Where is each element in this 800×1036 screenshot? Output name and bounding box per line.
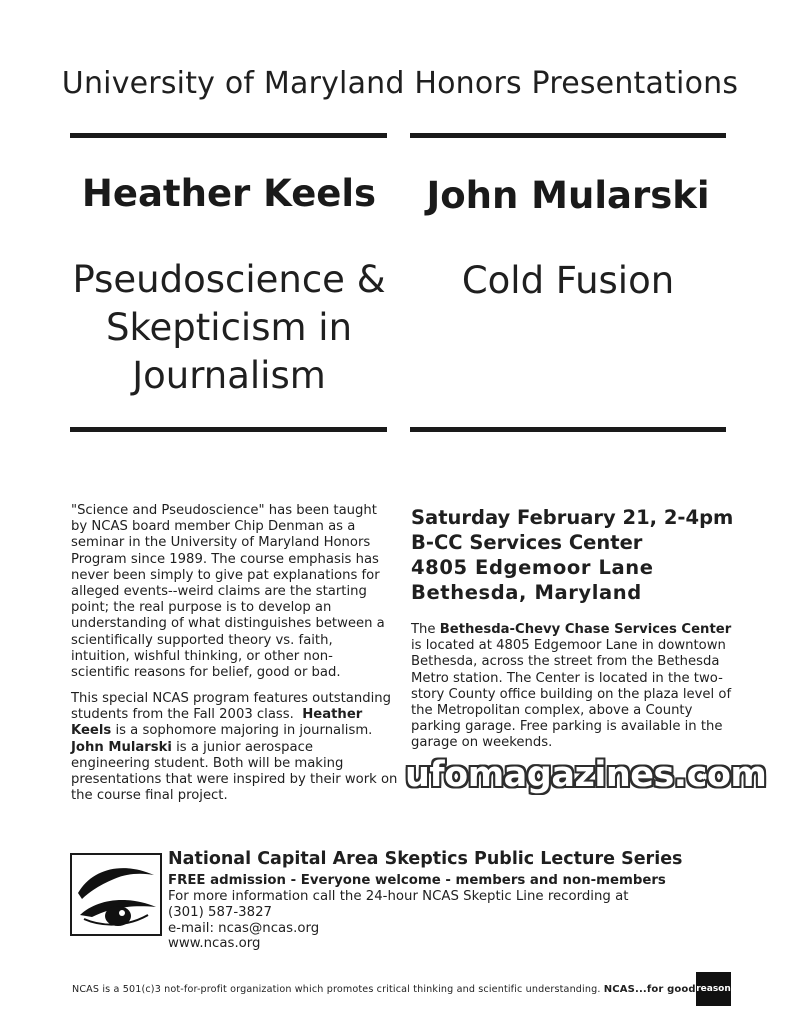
program-description bbox=[71, 691, 401, 804]
left-topic-line: Journalism bbox=[132, 354, 326, 397]
left-speaker-name: Heather Keels bbox=[81, 172, 377, 215]
email-link[interactable]: e-mail: ncas@ncas.org bbox=[168, 920, 320, 936]
contact-info bbox=[168, 889, 728, 952]
text-line: Bethesda, across the street from the Bethesda bbox=[411, 654, 720, 670]
text-line: intuition, wishful thinking, or other non- bbox=[71, 648, 333, 664]
text-span: is a junior aerospace bbox=[176, 739, 313, 755]
text-line: garage on weekends. bbox=[411, 735, 553, 751]
text-line: by NCAS board member Chip Denman as a bbox=[71, 519, 356, 535]
event-date: Saturday February 21, 2-4pm bbox=[411, 506, 734, 529]
ncas-logo bbox=[70, 853, 162, 936]
text-line: scientific reasons for belief, good or bad. bbox=[71, 665, 341, 681]
phone-number: (301) 587-3827 bbox=[168, 904, 272, 920]
text-line: Metro station. The Center is located in the two- bbox=[411, 670, 723, 686]
text-line: story County office building on the plaza level of bbox=[411, 686, 732, 702]
tagline: NCAS...for good bbox=[603, 984, 696, 995]
event-details bbox=[411, 505, 751, 605]
left-topic-line: Skepticism in bbox=[105, 306, 353, 349]
course-description bbox=[71, 503, 401, 681]
text-line: seminar in the University of Maryland Honors bbox=[71, 535, 371, 551]
speaker-mention: Heather bbox=[302, 707, 363, 723]
right-top-rule bbox=[410, 133, 726, 138]
reason-badge: reason bbox=[696, 972, 731, 1006]
text-span: students from the Fall 2003 class. bbox=[71, 707, 294, 723]
text-line bbox=[71, 740, 401, 756]
text-span: The bbox=[411, 622, 436, 637]
text-line bbox=[411, 622, 751, 638]
series-title: University of Maryland Honors Presentations bbox=[61, 66, 739, 101]
text-line: understanding of what distinguishes between a bbox=[71, 616, 385, 632]
admission-info: FREE admission - Everyone welcome - members and non-members bbox=[168, 873, 666, 888]
eye-icon bbox=[72, 855, 160, 934]
left-topic-line: Pseudoscience & bbox=[72, 258, 386, 301]
contact-line: For more information call the 24-hour NCAS Skeptic Line recording at bbox=[168, 889, 629, 904]
text-line: scientifically supported theory vs. faith, bbox=[71, 632, 333, 648]
speaker-mention: John Mularski bbox=[71, 739, 172, 755]
right-bottom-rule bbox=[410, 427, 726, 432]
left-top-rule bbox=[70, 133, 387, 138]
event-city: Bethesda, Maryland bbox=[411, 581, 642, 604]
text-line: presentations that were inspired by their work on bbox=[71, 772, 398, 788]
venue-name: Bethesda-Chevy Chase Services Center bbox=[439, 622, 732, 637]
watermark: ufomagazines.com bbox=[405, 755, 767, 795]
text-line: This special NCAS program features outstanding bbox=[71, 691, 392, 706]
text-line: "Science and Pseudoscience" has been taught bbox=[71, 503, 377, 518]
right-topic: Cold Fusion bbox=[461, 259, 675, 302]
speaker-mention: Keels bbox=[71, 723, 112, 739]
text-line: Program since 1989. The course emphasis has bbox=[71, 551, 379, 567]
text-line: parking garage. Free parking is available in the bbox=[411, 719, 723, 735]
left-topic bbox=[64, 256, 394, 400]
text-line bbox=[71, 723, 401, 739]
text-line: alleged events--weird claims are the starting bbox=[71, 584, 367, 600]
lecture-series-title: National Capital Area Skeptics Public Lecture Series bbox=[168, 849, 683, 869]
text-line: is located at 4805 Edgemoor Lane in downtown bbox=[411, 638, 726, 654]
venue-description bbox=[411, 622, 751, 752]
text-span: is a sophomore majoring in journalism. bbox=[115, 723, 373, 739]
text-line: the course final project. bbox=[71, 788, 228, 804]
website-link[interactable]: www.ncas.org bbox=[168, 936, 261, 952]
disclaimer bbox=[72, 984, 697, 995]
event-venue: B-CC Services Center bbox=[411, 531, 643, 554]
text-line: point; the real purpose is to develop an bbox=[71, 600, 332, 616]
event-address: 4805 Edgemoor Lane bbox=[411, 556, 654, 579]
right-speaker-name: John Mularski bbox=[426, 174, 710, 217]
left-bottom-rule bbox=[70, 427, 387, 432]
text-line: never been simply to give pat explanations for bbox=[71, 567, 380, 583]
disclaimer-text: NCAS is a 501(c)3 not-for-profit organization which promotes critical thinking and scientific understanding. bbox=[72, 984, 601, 995]
text-line: engineering student. Both will be making bbox=[71, 755, 344, 771]
text-line: the Metropolitan complex, above a County bbox=[411, 703, 693, 719]
text-line bbox=[71, 707, 401, 723]
